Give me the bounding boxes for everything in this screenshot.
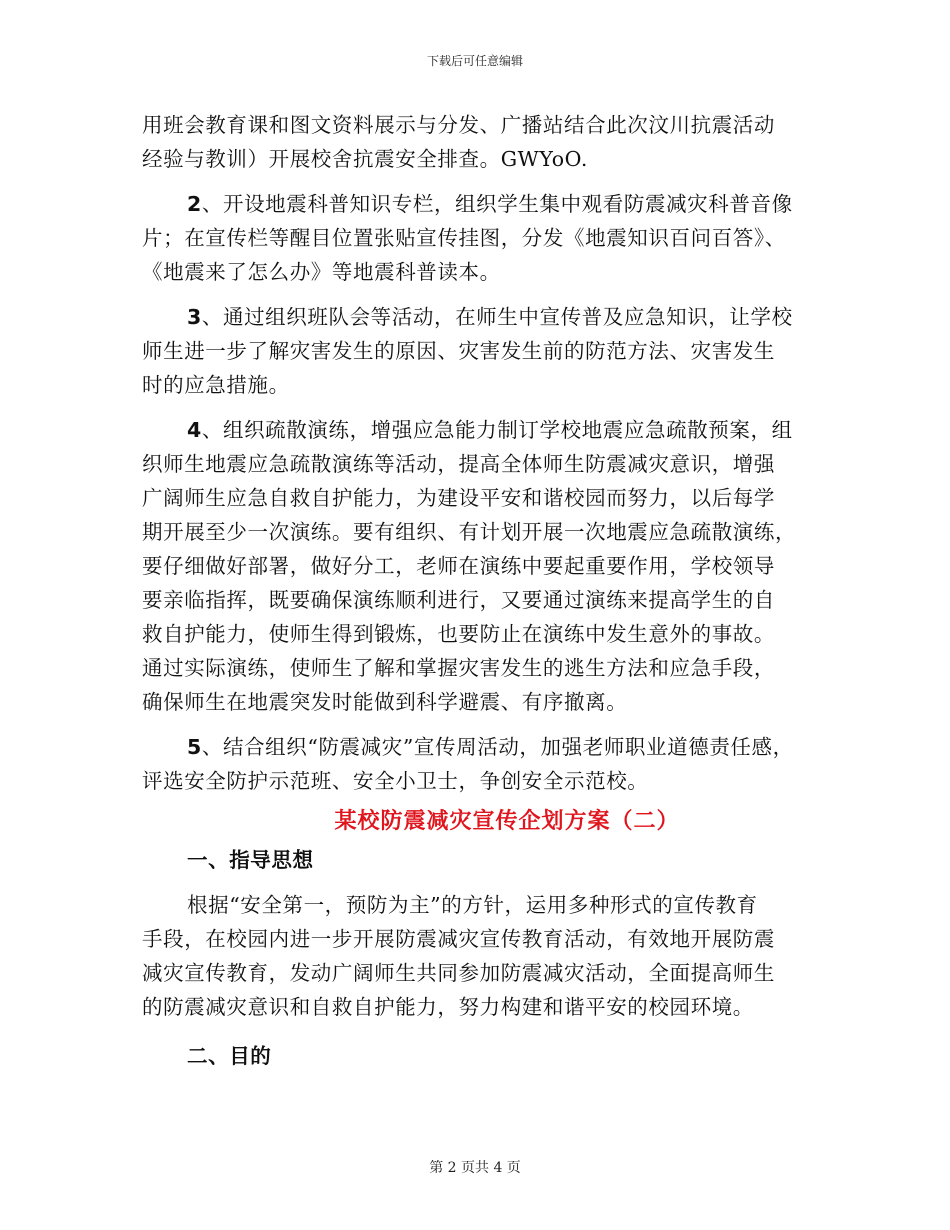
item-number: 5 [187,735,202,759]
list-item-5 [142,730,832,764]
paragraph-line: 广阔师生应急自救自护能力，为建设平安和谐校园而努力，以后每学 [142,486,775,510]
item-number: 3 [187,305,202,329]
page-header: 下载后可任意编辑 [426,54,523,68]
paragraph-line: 经验与教训）开展校舍抗震安全排查。GWYoO. [142,147,588,171]
list-item-2 [142,187,832,221]
document-body [142,108,832,1073]
paragraph-line: 片；在宣传栏等醒目位置张贴宣传挂图，分发《地震知识百问百答》、 [142,226,786,250]
paragraph-line: 要仔细做好部署，做好分工，老师在演练中要起重要作用，学校领导 [142,554,775,578]
list-item-3 [142,300,832,334]
paragraph-line: 评选安全防护示范班、安全小卫士，争创安全示范校。 [142,769,649,793]
item-number: 4 [187,418,202,442]
paragraph-line: 、结合组织“防震减灾”宣传周活动，加强老师职业道德责任感， [201,735,794,759]
page-footer: 第 2 页共 4 页 [429,1160,521,1176]
section-title: 某校防震减灾宣传企划方案（二） [334,808,680,834]
paragraph-line: 、组织疏散演练，增强应急能力制订学校地震应急疏散预案，组 [201,418,793,442]
section-heading-guiding-idea: 一、指导思想 [187,848,314,872]
paragraph-line: 的防震减灾意识和自救自护能力，努力构建和谐平安的校园环境。 [142,995,754,1019]
paragraph-line: 根据“安全第一，预防为主”的方针，运用多种形式的宣传教育 [187,893,758,917]
paragraph-line: 救自护能力，使师生得到锻炼，也要防止在演练中发生意外的事故。 [142,622,775,646]
item-number: 2 [187,192,202,216]
paragraph-line: 、通过组织班队会等活动，在师生中宣传普及应急知识，让学校 [201,305,793,329]
paragraph-line: 通过实际演练，使师生了解和掌握灾害发生的逃生方法和应急手段， [142,656,775,680]
section-heading-purpose: 二、目的 [187,1044,272,1068]
paragraph-line: 时的应急措施。 [142,373,290,397]
paragraph-line: 《地震来了怎么办》等地震科普读本。 [142,260,501,284]
paragraph-line: 期开展至少一次演练。要有组织、有计划开展一次地震应急疏散演练， [142,520,797,544]
paragraph-line: 要亲临指挥，既要确保演练顺利进行，又要通过演练来提高学生的自 [142,588,775,612]
paragraph-line: 确保师生在地震突发时能做到科学避震、有序撤离。 [142,690,628,714]
paragraph-line: 、开设地震科普知识专栏，组织学生集中观看防震减灾科普音像 [201,192,793,216]
list-item-4 [142,413,832,447]
paragraph-line: 师生进一步了解灾害发生的原因、灾害发生前的防范方法、灾害发生 [142,339,775,363]
paragraph-line: 手段，在校园内进一步开展防震减灾宣传教育活动，有效地开展防震 [142,927,775,951]
paragraph-line: 织师生地震应急疏散演练等活动，提高全体师生防震减灾意识，增强 [142,452,775,476]
paragraph-line: 减灾宣传教育，发动广阔师生共同参加防震减灾活动，全面提高师生 [142,961,775,985]
paragraph-line: 用班会教育课和图文资料展示与分发、广播站结合此次汶川抗震活动 [142,113,775,137]
